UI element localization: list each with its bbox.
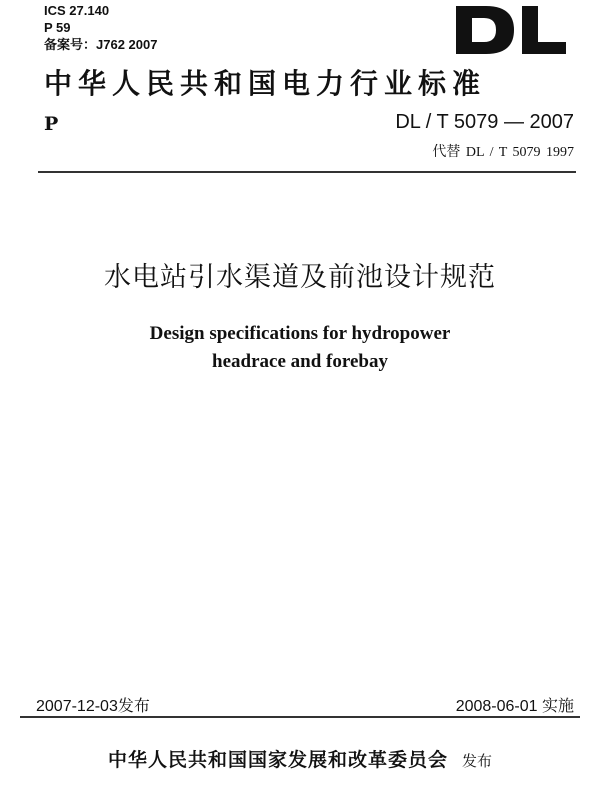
category-code: P 59: [44, 20, 71, 35]
document-title-chinese: 水电站引水渠道及前池设计规范: [104, 262, 496, 293]
implementation-date: 2008-06-01 实施: [455, 698, 574, 715]
replaces-standard: 代替 DL / T 5079 1997: [432, 145, 574, 160]
publish-label: 发布: [462, 752, 493, 770]
document-title-english: [0, 320, 600, 376]
record-number: 备案号：J762 2007: [44, 37, 158, 52]
issue-date: 2007-12-03发布: [36, 698, 150, 715]
category-letter: P: [44, 113, 59, 135]
organization-title: 中华人民共和国电力行业标准: [44, 67, 487, 100]
footer-divider: [20, 716, 580, 718]
english-title-line-1: Design specifications for hydropower: [149, 323, 451, 344]
english-title-line-2: headrace and forebay: [212, 351, 388, 372]
ics-code: ICS 27.140: [44, 3, 110, 18]
publisher-name: 中华人民共和国国家发展和改革委员会: [107, 749, 448, 771]
header-divider: [38, 171, 576, 173]
classification-block: [44, 2, 157, 53]
publisher-line: [0, 745, 600, 772]
standard-number: DL / T 5079 — 2007: [395, 111, 574, 133]
dl-logo: [452, 2, 570, 58]
